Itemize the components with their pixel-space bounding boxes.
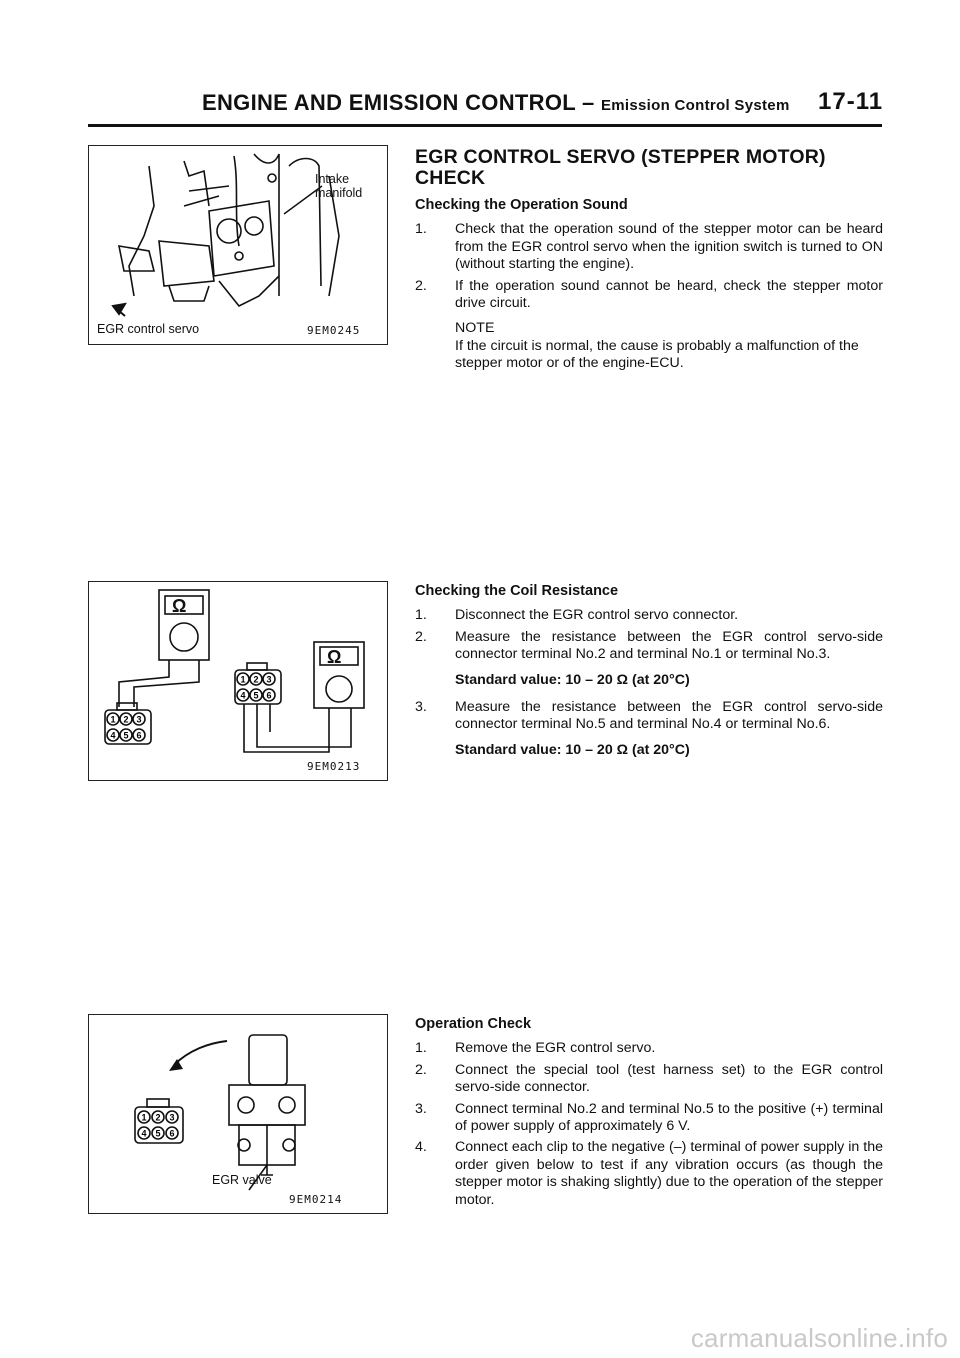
connector-terminal-number: 5 xyxy=(253,690,259,701)
figure-code: 9EM0213 xyxy=(307,760,361,773)
list-item: 2. Measure the resistance between the EGR control servo-side connector terminal No.2 and terminal No.1 or terminal No.3. xyxy=(415,628,883,663)
svg-text:Ω: Ω xyxy=(172,596,187,616)
header-section: ENGINE AND EMISSION CONTROL xyxy=(202,90,576,115)
figure-code: 9EM0245 xyxy=(307,324,361,337)
list-item: 2. Connect the special tool (test harness set) to the EGR control servo-side connector. xyxy=(415,1061,883,1096)
section-coil-resistance xyxy=(415,575,883,769)
label-egr-control-servo: EGR control servo xyxy=(97,322,200,336)
section-operation-sound xyxy=(415,147,883,373)
steps-list xyxy=(415,607,883,663)
connector-terminal-number: 1 xyxy=(110,714,116,725)
subhead-coil-resistance: Checking the Coil Resistance xyxy=(415,583,619,599)
note-text: If the circuit is normal, the cause is probably a malfunction of the stepper motor or of the engine-ECU. xyxy=(455,337,859,372)
label-manifold: manifold xyxy=(315,186,363,200)
header-subsection: Emission Control System xyxy=(600,97,790,114)
steps-list xyxy=(415,221,883,312)
connector-terminal-number: 3 xyxy=(136,714,142,725)
figure-egr-servo-location xyxy=(88,145,388,345)
connector-terminal-number: 6 xyxy=(266,690,272,701)
standard-value: Standard value: 10 – 20 Ω (at 20°C) xyxy=(455,741,690,758)
connector-terminal-number: 3 xyxy=(169,1112,175,1123)
standard-value: Standard value: 10 – 20 Ω (at 20°C) xyxy=(455,671,690,688)
list-item: 1. Check that the operation sound of the stepper motor can be heard from the EGR control servo when the ignition switch is turned to ON (without starting the engine). xyxy=(415,221,883,273)
svg-text:Ω: Ω xyxy=(327,647,342,667)
section-title-line2: CHECK xyxy=(415,167,486,189)
page-header xyxy=(202,90,790,116)
list-item: 4. Connect each clip to the negative (–) terminal of power supply in the order given below to test if any vibration occurs (as though the stepper motor is shaking slightly) due to the operation of the stepper motor. xyxy=(415,1139,883,1208)
subhead-operation-check: Operation Check xyxy=(415,1016,532,1032)
figure-operation-check xyxy=(88,1014,388,1214)
connector-terminal-number: 5 xyxy=(123,730,129,741)
list-item: 2. If the operation sound cannot be heard, check the stepper motor drive circuit. xyxy=(415,277,883,312)
header-separator: – xyxy=(582,90,595,115)
connector-terminal-number: 6 xyxy=(136,730,142,741)
steps-list xyxy=(415,699,883,734)
section-title-line1: EGR CONTROL SERVO (STEPPER MOTOR) xyxy=(415,146,826,168)
header-rule xyxy=(88,124,882,127)
connector-terminal-number: 2 xyxy=(253,674,259,685)
figure-code: 9EM0214 xyxy=(289,1193,343,1206)
note-label: NOTE xyxy=(455,320,495,337)
ohmmeter-illustration xyxy=(89,582,387,780)
connector-terminal-number: 4 xyxy=(110,730,116,741)
list-item: 1. Remove the EGR control servo. xyxy=(415,1040,656,1057)
connector-terminal-number: 4 xyxy=(141,1128,147,1139)
watermark: carmanualsonline.info xyxy=(690,1323,948,1353)
page-number: 17-11 xyxy=(818,88,884,115)
list-item: 3. Measure the resistance between the EGR control servo-side connector terminal No.5 and terminal No.4 or terminal No.6. xyxy=(415,699,883,733)
label-egr-valve: EGR valve xyxy=(212,1173,272,1187)
subhead-operation-sound: Checking the Operation Sound xyxy=(415,197,628,213)
connector-terminal-number: 6 xyxy=(169,1128,175,1139)
connector-terminal-number: 3 xyxy=(266,674,272,685)
list-item: 3. Connect terminal No.2 and terminal No.5 to the positive (+) terminal of power supply of approximately 6 V. xyxy=(415,1100,883,1135)
section-operation-check xyxy=(415,1008,883,1213)
connector-terminal-number: 1 xyxy=(240,674,246,685)
figure-coil-resistance xyxy=(88,581,388,781)
connector-terminal-number: 2 xyxy=(123,714,129,725)
label-intake: Intake xyxy=(315,172,350,186)
connector-terminal-number: 1 xyxy=(141,1112,147,1123)
connector-terminal-number: 5 xyxy=(155,1128,161,1139)
steps-list xyxy=(415,1040,883,1209)
connector-terminal-number: 4 xyxy=(240,690,246,701)
connector-terminal-number: 2 xyxy=(155,1112,161,1123)
list-item: 1. Disconnect the EGR control servo connector. xyxy=(415,607,739,624)
